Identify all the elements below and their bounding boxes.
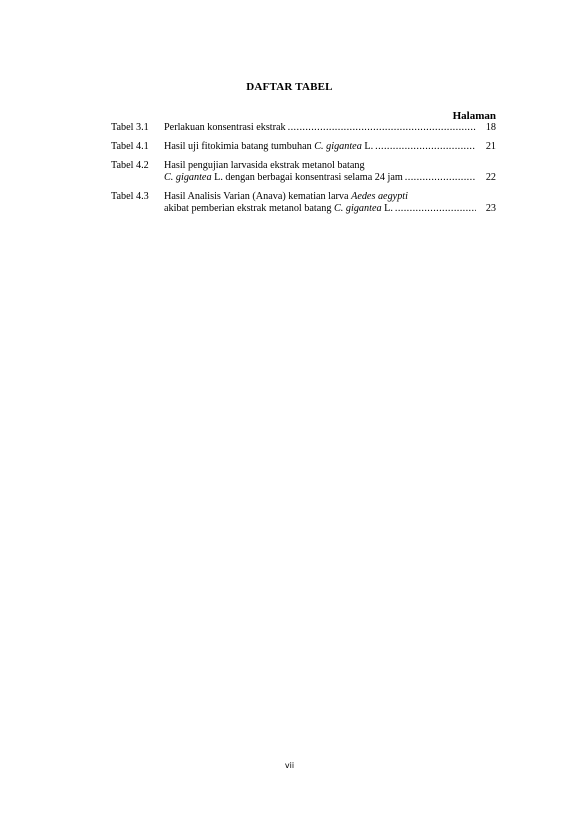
footer-page-number: vii — [284, 761, 295, 770]
table-entry — [111, 191, 496, 215]
table-entry-title — [164, 191, 408, 203]
table-entry-line — [111, 141, 496, 153]
table-entry-page-number: 21 — [485, 141, 496, 152]
table-entry-title — [164, 172, 403, 184]
table-entry-line — [111, 203, 496, 215]
page-title: DAFTAR TABEL — [246, 81, 333, 93]
title-text: Perlakuan konsentrasi ekstrak — [164, 122, 286, 133]
title-text: Hasil uji fitokimia batang tumbuhan — [164, 141, 315, 152]
table-entry-title — [164, 122, 286, 134]
table-entry — [111, 141, 496, 153]
table-entry-title — [164, 160, 365, 172]
title-text: Hasil pengujian larvasida ekstrak metanol batang — [164, 160, 365, 171]
table-entry-label: Tabel 4.2 — [111, 160, 149, 171]
table-entry-line — [111, 172, 496, 184]
dot-leader — [286, 122, 476, 134]
species-name: C. gigantea — [314, 141, 362, 152]
table-entry — [111, 160, 496, 184]
table-entry — [111, 122, 496, 134]
species-name: C. gigantea — [334, 203, 382, 214]
table-entry-label: Tabel 3.1 — [111, 122, 149, 133]
table-entry-title — [164, 203, 393, 215]
title-text: Hasil Analisis Varian (Anava) kematian larva — [164, 191, 352, 202]
dot-leader — [373, 141, 476, 153]
table-entry-line — [111, 160, 496, 172]
table-entry-page-number: 22 — [485, 172, 496, 183]
table-entry-line — [111, 191, 496, 203]
table-entry-label: Tabel 4.3 — [111, 191, 149, 202]
table-entry-page-number: 18 — [485, 122, 496, 133]
table-entry-title — [164, 141, 373, 153]
page-column-header: Halaman — [452, 110, 496, 122]
title-text: akibat pemberian ekstrak metanol batang — [164, 203, 335, 214]
dot-leader — [393, 203, 476, 215]
title-text: L. — [381, 203, 393, 214]
species-name: C. gigantea — [164, 172, 212, 183]
table-entry-page-number: 23 — [485, 203, 496, 214]
table-entry-label: Tabel 4.1 — [111, 141, 149, 152]
table-entry-line — [111, 122, 496, 134]
title-text: L. dengan berbagai konsentrasi selama 24 jam — [211, 172, 403, 183]
title-text: L. — [361, 141, 374, 152]
dot-leader — [403, 172, 476, 184]
table-list — [111, 122, 496, 222]
species-name: Aedes aegypti — [351, 191, 408, 202]
